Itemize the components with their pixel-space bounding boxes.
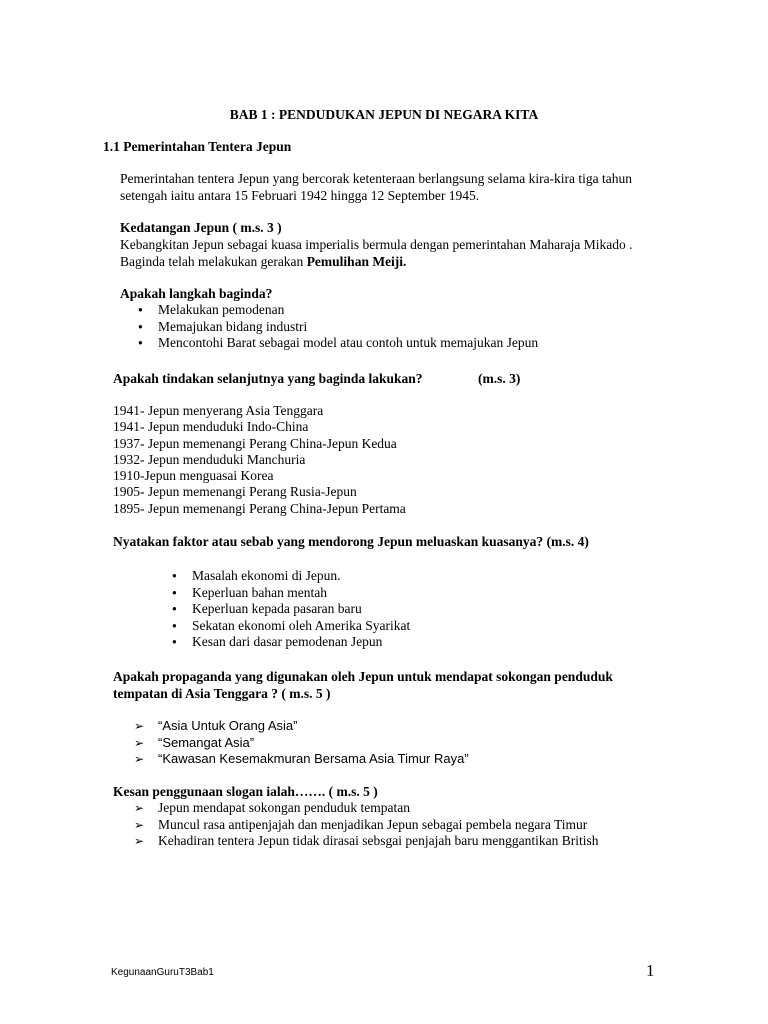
section-heading: 1.1 Pemerintahan Tentera Jepun bbox=[103, 139, 292, 154]
page-title: BAB 1 : PENDUDUKAN JEPUN DI NEGARA KITA bbox=[229, 107, 539, 122]
list-item: ● Memajukan bidang industri bbox=[158, 319, 538, 336]
list-item: 1910-Jepun menguasai Korea bbox=[113, 468, 274, 484]
kesan-list bbox=[158, 800, 598, 850]
tindakan-list bbox=[113, 403, 406, 517]
langkah-heading: Apakah langkah baginda? bbox=[120, 286, 273, 301]
list-item: ● Kesan dari dasar pemodenan Jepun bbox=[192, 634, 410, 651]
list-item: ➢ “Semangat Asia” bbox=[158, 735, 469, 752]
list-item: 1895- Jepun memenangi Perang China-Jepun Pertama bbox=[113, 500, 406, 516]
kedatangan-line-1: Kebangkitan Jepun sebagai kuasa imperialis bermula dengan pemerintahan Maharaja Mikado . bbox=[120, 237, 633, 252]
faktor-heading: Nyatakan faktor atau sebab yang mendorong Jepun meluaskan kuasanya? (m.s. 4) bbox=[113, 534, 589, 549]
list-item: ● Keperluan bahan mentah bbox=[192, 585, 410, 602]
list-item: ● Keperluan kepada pasaran baru bbox=[192, 601, 410, 618]
faktor-list bbox=[192, 568, 410, 651]
list-item: ➢ Kehadiran tentera Jepun tidak dirasai sebsgai penjajah baru menggantikan British bbox=[158, 833, 598, 850]
tindakan-reference: (m.s. 3) bbox=[478, 371, 521, 386]
page-number: 1 bbox=[646, 961, 655, 980]
list-item: 1932- Jepun menduduki Manchuria bbox=[113, 451, 306, 467]
list-item: ➢ “Kawasan Kesemakmuran Bersama Asia Timur Raya” bbox=[158, 751, 469, 768]
langkah-list bbox=[158, 302, 538, 352]
list-item: ● Masalah ekonomi di Jepun. bbox=[192, 568, 410, 585]
list-item: 1941- Jepun menyerang Asia Tenggara bbox=[113, 403, 324, 418]
intro-line-1: Pemerintahan tentera Jepun yang bercorak ketenteraan berlangsung selama kira-kira tiga tahun bbox=[120, 171, 633, 186]
list-item: 1905- Jepun memenangi Perang Rusia-Jepun bbox=[113, 484, 357, 500]
kedatangan-line-2 bbox=[120, 254, 632, 271]
intro-paragraph bbox=[120, 171, 632, 204]
list-item: 1937- Jepun memenangi Perang China-Jepun Kedua bbox=[113, 435, 397, 451]
kedatangan-line-2-text: Baginda telah melakukan gerakan bbox=[120, 253, 307, 269]
list-item: ➢ “Asia Untuk Orang Asia” bbox=[158, 718, 469, 735]
list-item: 1941- Jepun menduduki Indo-China bbox=[113, 419, 309, 435]
list-item: ● Melakukan pemodenan bbox=[158, 302, 538, 319]
list-item: ● Sekatan ekonomi oleh Amerika Syarikat bbox=[192, 618, 410, 635]
kesan-heading: Kesan penggunaan slogan ialah……. ( m.s. 5 ) bbox=[113, 784, 378, 799]
kedatangan-paragraph bbox=[120, 237, 632, 270]
propaganda-heading-line-2: tempatan di Asia Tenggara ? ( m.s. 5 ) bbox=[113, 685, 331, 701]
footer-label: KegunaanGuruT3Bab1 bbox=[111, 967, 214, 978]
intro-line-2: setengah iaitu antara 15 Februari 1942 hingga 12 September 1945. bbox=[120, 187, 480, 203]
list-item: ● Mencontohi Barat sebagai model atau contoh untuk memajukan Jepun bbox=[158, 335, 538, 352]
list-item: ➢ Jepun mendapat sokongan penduduk tempatan bbox=[158, 800, 598, 817]
tindakan-heading: Apakah tindakan selanjutnya yang baginda lakukan? bbox=[113, 371, 423, 386]
propaganda-heading bbox=[113, 669, 613, 702]
propaganda-heading-line-1: Apakah propaganda yang digunakan oleh Jepun untuk mendapat sokongan penduduk bbox=[113, 669, 613, 684]
list-item: ➢ Muncul rasa antipenjajah dan menjadikan Jepun sebagai pembela negara Timur bbox=[158, 817, 598, 834]
pemulihan-meiji-term: Pemulihan Meiji. bbox=[306, 253, 407, 269]
propaganda-list bbox=[158, 718, 469, 768]
kedatangan-heading: Kedatangan Jepun ( m.s. 3 ) bbox=[120, 220, 282, 235]
